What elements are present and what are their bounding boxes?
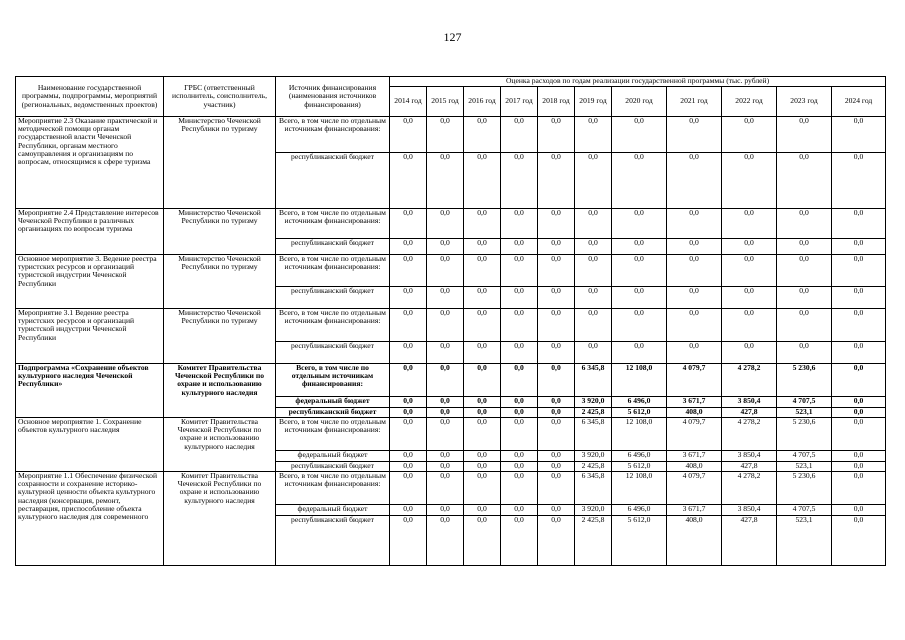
value-cell: 0,0	[832, 153, 886, 209]
value-cell: 0,0	[464, 472, 501, 505]
value-cell: 0,0	[464, 117, 501, 153]
value-cell: 4 707,5	[777, 505, 832, 516]
value-cell: 0,0	[538, 462, 575, 472]
value-cell: 4 079,7	[667, 472, 722, 505]
value-cell: 0,0	[501, 153, 538, 209]
value-cell: 0,0	[464, 342, 501, 364]
value-cell: 3 850,4	[722, 505, 777, 516]
value-cell: 0,0	[427, 239, 464, 255]
value-cell: 0,0	[832, 505, 886, 516]
row-name: Подпрограмма «Сохранение объектов культурного наследия Чеченской Республики»	[16, 364, 164, 418]
value-cell: 0,0	[427, 516, 464, 566]
value-cell: 0,0	[390, 462, 427, 472]
value-cell: 0,0	[464, 418, 501, 451]
table-row	[16, 472, 886, 505]
value-cell: 0,0	[777, 342, 832, 364]
value-cell: 0,0	[427, 255, 464, 287]
value-cell: 5 230,6	[777, 418, 832, 451]
header-name: Наименование государственной программы, подпрограммы, мероприятий (региональных, ведомственных проектов)	[16, 77, 164, 117]
value-cell: 0,0	[427, 209, 464, 239]
value-cell: 3 920,0	[575, 397, 612, 408]
year-header: 2018 год	[538, 87, 575, 117]
value-cell: 0,0	[612, 117, 667, 153]
value-cell: 523,1	[777, 516, 832, 566]
value-cell: 0,0	[538, 397, 575, 408]
source-label: Всего, в том числе по отдельным источникам финансирования:	[276, 472, 390, 505]
value-cell: 427,8	[722, 408, 777, 418]
value-cell: 0,0	[722, 153, 777, 209]
value-cell: 427,8	[722, 462, 777, 472]
year-header: 2014 год	[390, 87, 427, 117]
year-header: 2023 год	[777, 87, 832, 117]
value-cell: 6 345,8	[575, 364, 612, 397]
value-cell: 0,0	[390, 397, 427, 408]
value-cell: 0,0	[667, 239, 722, 255]
value-cell: 0,0	[464, 397, 501, 408]
value-cell: 0,0	[667, 342, 722, 364]
value-cell: 4 079,7	[667, 364, 722, 397]
value-cell: 0,0	[390, 408, 427, 418]
source-label: федеральный бюджет	[276, 451, 390, 462]
value-cell: 427,8	[722, 516, 777, 566]
value-cell: 2 425,8	[575, 462, 612, 472]
value-cell: 0,0	[464, 239, 501, 255]
header-grbs: ГРБС (ответственный исполнитель, соисполнитель, участник)	[164, 77, 276, 117]
row-grbs: Министерство Чеченской Республики по туризму	[164, 255, 276, 309]
value-cell: 0,0	[501, 342, 538, 364]
value-cell: 0,0	[722, 255, 777, 287]
value-cell: 0,0	[538, 516, 575, 566]
value-cell: 0,0	[501, 408, 538, 418]
value-cell: 4 707,5	[777, 451, 832, 462]
source-label: Всего, в том числе по отдельным источникам финансирования:	[276, 209, 390, 239]
value-cell: 0,0	[667, 287, 722, 309]
value-cell: 4 278,2	[722, 364, 777, 397]
value-cell: 0,0	[832, 287, 886, 309]
value-cell: 0,0	[538, 505, 575, 516]
table-row	[16, 309, 886, 342]
value-cell: 0,0	[427, 153, 464, 209]
value-cell: 0,0	[390, 117, 427, 153]
value-cell: 0,0	[427, 397, 464, 408]
page-number: 127	[443, 30, 462, 44]
value-cell: 0,0	[464, 287, 501, 309]
source-label: республиканский бюджет	[276, 516, 390, 566]
value-cell: 0,0	[777, 153, 832, 209]
header-estimate: Оценка расходов по годам реализации государственной программы (тыс. рублей)	[390, 77, 886, 87]
value-cell: 6 345,8	[575, 418, 612, 451]
value-cell: 0,0	[464, 408, 501, 418]
value-cell: 2 425,8	[575, 408, 612, 418]
value-cell: 408,0	[667, 462, 722, 472]
value-cell: 0,0	[612, 287, 667, 309]
value-cell: 0,0	[390, 516, 427, 566]
value-cell: 0,0	[538, 287, 575, 309]
value-cell: 0,0	[501, 418, 538, 451]
value-cell: 408,0	[667, 516, 722, 566]
value-cell: 0,0	[538, 418, 575, 451]
value-cell: 0,0	[777, 117, 832, 153]
value-cell: 0,0	[722, 342, 777, 364]
value-cell: 5 612,0	[612, 408, 667, 418]
year-header: 2015 год	[427, 87, 464, 117]
table-row	[16, 117, 886, 153]
value-cell: 0,0	[832, 364, 886, 397]
value-cell: 0,0	[575, 287, 612, 309]
year-header: 2020 год	[612, 87, 667, 117]
value-cell: 0,0	[538, 209, 575, 239]
source-label: республиканский бюджет	[276, 408, 390, 418]
value-cell: 12 108,0	[612, 472, 667, 505]
value-cell: 0,0	[501, 364, 538, 397]
value-cell: 0,0	[832, 418, 886, 451]
value-cell: 0,0	[464, 462, 501, 472]
value-cell: 6 496,0	[612, 451, 667, 462]
value-cell: 0,0	[427, 117, 464, 153]
value-cell: 0,0	[464, 516, 501, 566]
value-cell: 0,0	[427, 451, 464, 462]
row-grbs: Министерство Чеченской Республики по туризму	[164, 117, 276, 209]
value-cell: 0,0	[612, 255, 667, 287]
value-cell: 0,0	[464, 209, 501, 239]
value-cell: 0,0	[832, 408, 886, 418]
table-row	[16, 255, 886, 287]
value-cell: 0,0	[390, 418, 427, 451]
value-cell: 0,0	[538, 364, 575, 397]
value-cell: 0,0	[667, 255, 722, 287]
value-cell: 0,0	[575, 342, 612, 364]
value-cell: 0,0	[501, 209, 538, 239]
value-cell: 0,0	[667, 309, 722, 342]
value-cell: 0,0	[777, 239, 832, 255]
value-cell: 0,0	[501, 287, 538, 309]
value-cell: 0,0	[832, 255, 886, 287]
value-cell: 0,0	[390, 451, 427, 462]
value-cell: 0,0	[464, 364, 501, 397]
value-cell: 5 612,0	[612, 516, 667, 566]
value-cell: 0,0	[612, 209, 667, 239]
row-name: Основное мероприятие 1. Сохранение объектов культурного наследия	[16, 418, 164, 472]
value-cell: 4 079,7	[667, 418, 722, 451]
table-row	[16, 209, 886, 239]
value-cell: 0,0	[612, 342, 667, 364]
value-cell: 0,0	[390, 239, 427, 255]
value-cell: 0,0	[427, 462, 464, 472]
value-cell: 0,0	[427, 472, 464, 505]
value-cell: 0,0	[832, 117, 886, 153]
value-cell: 0,0	[390, 472, 427, 505]
value-cell: 0,0	[832, 516, 886, 566]
value-cell: 0,0	[832, 462, 886, 472]
source-label: республиканский бюджет	[276, 462, 390, 472]
value-cell: 6 345,8	[575, 472, 612, 505]
row-name: Мероприятие 1.1 Обеспечение физической сохранности и сохранение историко-культурной ценности объекта культурного наследия (консервация, ремонт, реставрация, приспособление объекта культурного наследия для современного	[16, 472, 164, 566]
value-cell: 0,0	[832, 239, 886, 255]
value-cell: 0,0	[427, 364, 464, 397]
value-cell: 0,0	[575, 309, 612, 342]
value-cell: 12 108,0	[612, 418, 667, 451]
row-grbs: Комитет Правительства Чеченской Республики по охране и использованию культурного наследия	[164, 364, 276, 418]
source-label: республиканский бюджет	[276, 342, 390, 364]
source-label: республиканский бюджет	[276, 239, 390, 255]
row-grbs: Министерство Чеченской Республики по туризму	[164, 209, 276, 255]
row-name: Мероприятие 2.4 Представление интересов Чеченской Республики в различных организациях по вопросам туризма	[16, 209, 164, 255]
source-label: Всего, в том числе по отдельным источникам финансирования:	[276, 255, 390, 287]
source-label: Всего, в том числе по отдельным источникам финансирования:	[276, 418, 390, 451]
value-cell: 0,0	[575, 117, 612, 153]
value-cell: 0,0	[832, 342, 886, 364]
year-header: 2021 год	[667, 87, 722, 117]
value-cell: 408,0	[667, 408, 722, 418]
value-cell: 3 850,4	[722, 451, 777, 462]
value-cell: 0,0	[390, 364, 427, 397]
value-cell: 0,0	[667, 117, 722, 153]
value-cell: 3 671,7	[667, 505, 722, 516]
value-cell: 0,0	[575, 239, 612, 255]
value-cell: 0,0	[501, 451, 538, 462]
value-cell: 3 850,4	[722, 397, 777, 408]
value-cell: 0,0	[575, 209, 612, 239]
value-cell: 0,0	[667, 153, 722, 209]
value-cell: 0,0	[538, 153, 575, 209]
value-cell: 0,0	[427, 342, 464, 364]
value-cell: 0,0	[390, 309, 427, 342]
value-cell: 0,0	[612, 239, 667, 255]
year-header: 2022 год	[722, 87, 777, 117]
value-cell: 0,0	[777, 255, 832, 287]
source-label: республиканский бюджет	[276, 153, 390, 209]
value-cell: 0,0	[464, 451, 501, 462]
value-cell: 0,0	[427, 408, 464, 418]
source-label: Всего, в том числе по отдельным источникам финансирования:	[276, 309, 390, 342]
value-cell: 0,0	[501, 516, 538, 566]
value-cell: 0,0	[777, 287, 832, 309]
value-cell: 3 920,0	[575, 451, 612, 462]
value-cell: 0,0	[427, 287, 464, 309]
value-cell: 0,0	[390, 287, 427, 309]
value-cell: 0,0	[832, 451, 886, 462]
year-header: 2024 год	[832, 87, 886, 117]
table-row	[16, 364, 886, 397]
source-label: республиканский бюджет	[276, 287, 390, 309]
value-cell: 0,0	[501, 505, 538, 516]
source-label: федеральный бюджет	[276, 505, 390, 516]
value-cell: 0,0	[390, 153, 427, 209]
value-cell: 0,0	[722, 287, 777, 309]
value-cell: 12 108,0	[612, 364, 667, 397]
value-cell: 2 425,8	[575, 516, 612, 566]
value-cell: 0,0	[777, 309, 832, 342]
value-cell: 5 230,6	[777, 364, 832, 397]
value-cell: 0,0	[538, 408, 575, 418]
row-grbs: Комитет Правительства Чеченской Республики по охране и использованию культурного наследия	[164, 418, 276, 472]
row-name: Мероприятие 2.3 Оказание практической и методической помощи органам государственной власти Чеченской Республики, органам местного самоуправления и организациям по вопросам, относящимся к сфере туризма	[16, 117, 164, 209]
value-cell: 4 707,5	[777, 397, 832, 408]
value-cell: 0,0	[832, 472, 886, 505]
value-cell: 0,0	[427, 418, 464, 451]
value-cell: 0,0	[832, 209, 886, 239]
source-label: Всего, в том числе по отдельным источникам финансирования:	[276, 364, 390, 397]
value-cell: 0,0	[832, 309, 886, 342]
value-cell: 0,0	[538, 309, 575, 342]
value-cell: 5 612,0	[612, 462, 667, 472]
value-cell: 3 671,7	[667, 397, 722, 408]
source-label: Всего, в том числе по отдельным источникам финансирования:	[276, 117, 390, 153]
row-grbs: Министерство Чеченской Республики по туризму	[164, 309, 276, 364]
value-cell: 0,0	[538, 239, 575, 255]
row-name: Мероприятие 3.1 Ведение реестра туристских ресурсов и организаций туристской индустрии Чеченской Республики	[16, 309, 164, 364]
value-cell: 523,1	[777, 408, 832, 418]
source-label: федеральный бюджет	[276, 397, 390, 408]
header-source: Источник финансирования (наименования источников финансирования)	[276, 77, 390, 117]
year-header: 2016 год	[464, 87, 501, 117]
value-cell: 0,0	[777, 209, 832, 239]
value-cell: 0,0	[427, 505, 464, 516]
value-cell: 523,1	[777, 462, 832, 472]
value-cell: 0,0	[667, 209, 722, 239]
value-cell: 4 278,2	[722, 418, 777, 451]
value-cell: 0,0	[390, 209, 427, 239]
value-cell: 0,0	[612, 153, 667, 209]
value-cell: 0,0	[390, 505, 427, 516]
value-cell: 0,0	[722, 117, 777, 153]
value-cell: 0,0	[575, 255, 612, 287]
budget-table	[15, 76, 886, 566]
value-cell: 0,0	[390, 342, 427, 364]
value-cell: 6 496,0	[612, 505, 667, 516]
value-cell: 0,0	[464, 153, 501, 209]
value-cell: 0,0	[538, 472, 575, 505]
value-cell: 0,0	[501, 309, 538, 342]
value-cell: 0,0	[538, 342, 575, 364]
value-cell: 0,0	[722, 209, 777, 239]
value-cell: 4 278,2	[722, 472, 777, 505]
value-cell: 0,0	[832, 397, 886, 408]
value-cell: 0,0	[464, 309, 501, 342]
value-cell: 0,0	[427, 309, 464, 342]
value-cell: 0,0	[538, 451, 575, 462]
value-cell: 0,0	[722, 239, 777, 255]
year-header: 2017 год	[501, 87, 538, 117]
value-cell: 0,0	[501, 462, 538, 472]
value-cell: 0,0	[501, 239, 538, 255]
value-cell: 0,0	[538, 255, 575, 287]
value-cell: 0,0	[501, 472, 538, 505]
value-cell: 0,0	[501, 117, 538, 153]
row-grbs: Комитет Правительства Чеченской Республики по охране и использованию культурного наследия	[164, 472, 276, 566]
value-cell: 0,0	[538, 117, 575, 153]
value-cell: 0,0	[464, 255, 501, 287]
value-cell: 0,0	[722, 309, 777, 342]
value-cell: 0,0	[501, 397, 538, 408]
value-cell: 3 920,0	[575, 505, 612, 516]
value-cell: 0,0	[501, 255, 538, 287]
row-name: Основное мероприятие 3. Ведение реестра туристских ресурсов и организаций туристской индустрии Чеченской Республики	[16, 255, 164, 309]
value-cell: 0,0	[575, 153, 612, 209]
value-cell: 0,0	[390, 255, 427, 287]
value-cell: 0,0	[464, 505, 501, 516]
value-cell: 5 230,6	[777, 472, 832, 505]
value-cell: 6 496,0	[612, 397, 667, 408]
value-cell: 0,0	[612, 309, 667, 342]
year-header: 2019 год	[575, 87, 612, 117]
value-cell: 3 671,7	[667, 451, 722, 462]
table-row	[16, 418, 886, 451]
